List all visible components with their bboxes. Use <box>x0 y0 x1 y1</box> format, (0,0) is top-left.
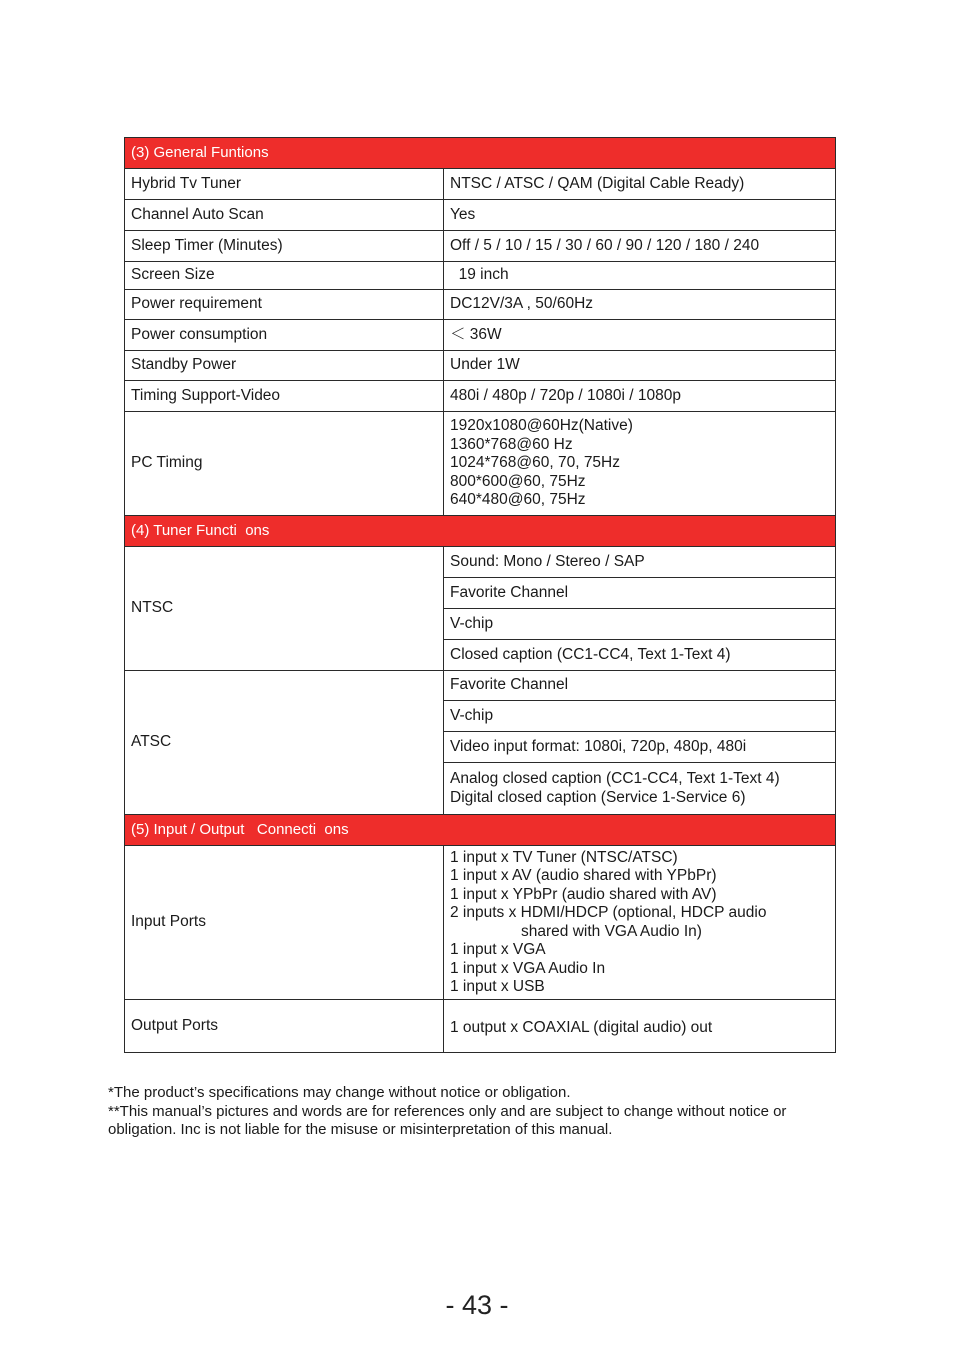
list-item: 1 input x YPbPr (audio shared with AV) <box>450 885 717 903</box>
spec-table <box>124 137 836 1053</box>
spec-value: NTSC / ATSC / QAM (Digital Cable Ready) <box>444 169 836 200</box>
table-row <box>125 320 836 351</box>
table-row <box>125 200 836 231</box>
section-header-io <box>125 815 836 846</box>
list-item: 1360*768@60 Hz <box>450 435 573 453</box>
table-row <box>125 381 836 412</box>
table-row <box>125 290 836 320</box>
table-row <box>125 169 836 200</box>
list-item: Digital closed caption (Service 1-Service 6) <box>450 788 746 806</box>
spec-label: NTSC <box>125 547 444 671</box>
spec-value: Favorite Channel <box>444 671 836 701</box>
section-title: (4) Tuner Functi ons <box>125 516 836 547</box>
input-ports-list <box>444 846 836 1000</box>
spec-label: Power consumption <box>125 320 444 351</box>
spec-label: Timing Support-Video <box>125 381 444 412</box>
spec-value: V-chip <box>444 609 836 640</box>
section-header-general <box>125 138 836 169</box>
list-item: Analog closed caption (CC1-CC4, Text 1-Text 4) <box>450 770 780 787</box>
caption-list <box>444 763 836 815</box>
footnote: *The product’s specifications may change without notice or obligation. <box>108 1084 571 1101</box>
spec-value: Sound: Mono / Stereo / SAP <box>444 547 836 578</box>
table-row <box>125 846 836 1000</box>
table-row <box>125 671 836 701</box>
section-header-tuner <box>125 516 836 547</box>
spec-label: PC Timing <box>125 412 444 516</box>
spec-label: Sleep Timer (Minutes) <box>125 231 444 262</box>
table-row <box>125 547 836 578</box>
spec-label: Channel Auto Scan <box>125 200 444 231</box>
list-item: shared with VGA Audio In) <box>521 922 702 940</box>
page-number: - 43 - <box>445 1290 509 1320</box>
list-item: 1 input x AV (audio shared with YPbPr) <box>450 867 717 884</box>
spec-value: V-chip <box>444 701 836 732</box>
list-item: 800*600@60, 75Hz <box>450 472 586 490</box>
spec-label: ATSC <box>125 671 444 815</box>
spec-label: Hybrid Tv Tuner <box>125 169 444 200</box>
footnotes <box>108 1084 848 1140</box>
list-item: 1920x1080@60Hz(Native) <box>450 417 633 435</box>
table-row <box>125 412 836 516</box>
spec-value: Under 1W <box>444 351 836 381</box>
list-item: 1 input x TV Tuner (NTSC/ATSC) <box>450 848 678 866</box>
table-row <box>125 1000 836 1053</box>
list-item: 2 inputs x HDMI/HDCP (optional, HDCP audio <box>450 904 767 921</box>
spec-value: Off / 5 / 10 / 15 / 30 / 60 / 90 / 120 / 180 / 240 <box>444 231 836 262</box>
spec-value: Yes <box>444 200 836 231</box>
spec-value: DC12V/3A , 50/60Hz <box>444 290 836 320</box>
spec-label: Standby Power <box>125 351 444 381</box>
list-item: 1 input x VGA Audio In <box>450 959 606 977</box>
table-row <box>125 262 836 290</box>
spec-label: Output Ports <box>125 1000 444 1053</box>
section-title: (3) General Funtions <box>125 138 836 169</box>
list-item: 1 input x VGA <box>450 941 546 958</box>
spec-value: 1 output x COAXIAL (digital audio) out <box>444 1000 836 1053</box>
section-title: (5) Input / Output Connecti ons <box>125 815 836 846</box>
spec-value: 480i / 480p / 720p / 1080i / 1080p <box>444 381 836 412</box>
spec-value: Favorite Channel <box>444 578 836 609</box>
spec-label: Input Ports <box>125 846 444 1000</box>
table-row <box>125 351 836 381</box>
pc-timing-list <box>444 412 836 516</box>
spec-value: Video input format: 1080i, 720p, 480p, 480i <box>444 732 836 763</box>
spec-value: ＜ 36W <box>444 320 836 351</box>
list-item: 1 input x USB <box>450 978 545 995</box>
spec-value: Closed caption (CC1-CC4, Text 1-Text 4) <box>444 640 836 671</box>
spec-value: 19 inch <box>444 262 836 290</box>
spec-label: Power requirement <box>125 290 444 320</box>
footnote: **This manual’s pictures and words are for references only and are subject to change without notice or obligation. Inc is not liable for the misuse or misinterpretation of this manual. <box>108 1102 787 1138</box>
table-row <box>125 231 836 262</box>
list-item: 640*480@60, 75Hz <box>450 491 586 509</box>
list-item: 1024*768@60, 70, 75Hz <box>450 454 621 472</box>
spec-label: Screen Size <box>125 262 444 290</box>
